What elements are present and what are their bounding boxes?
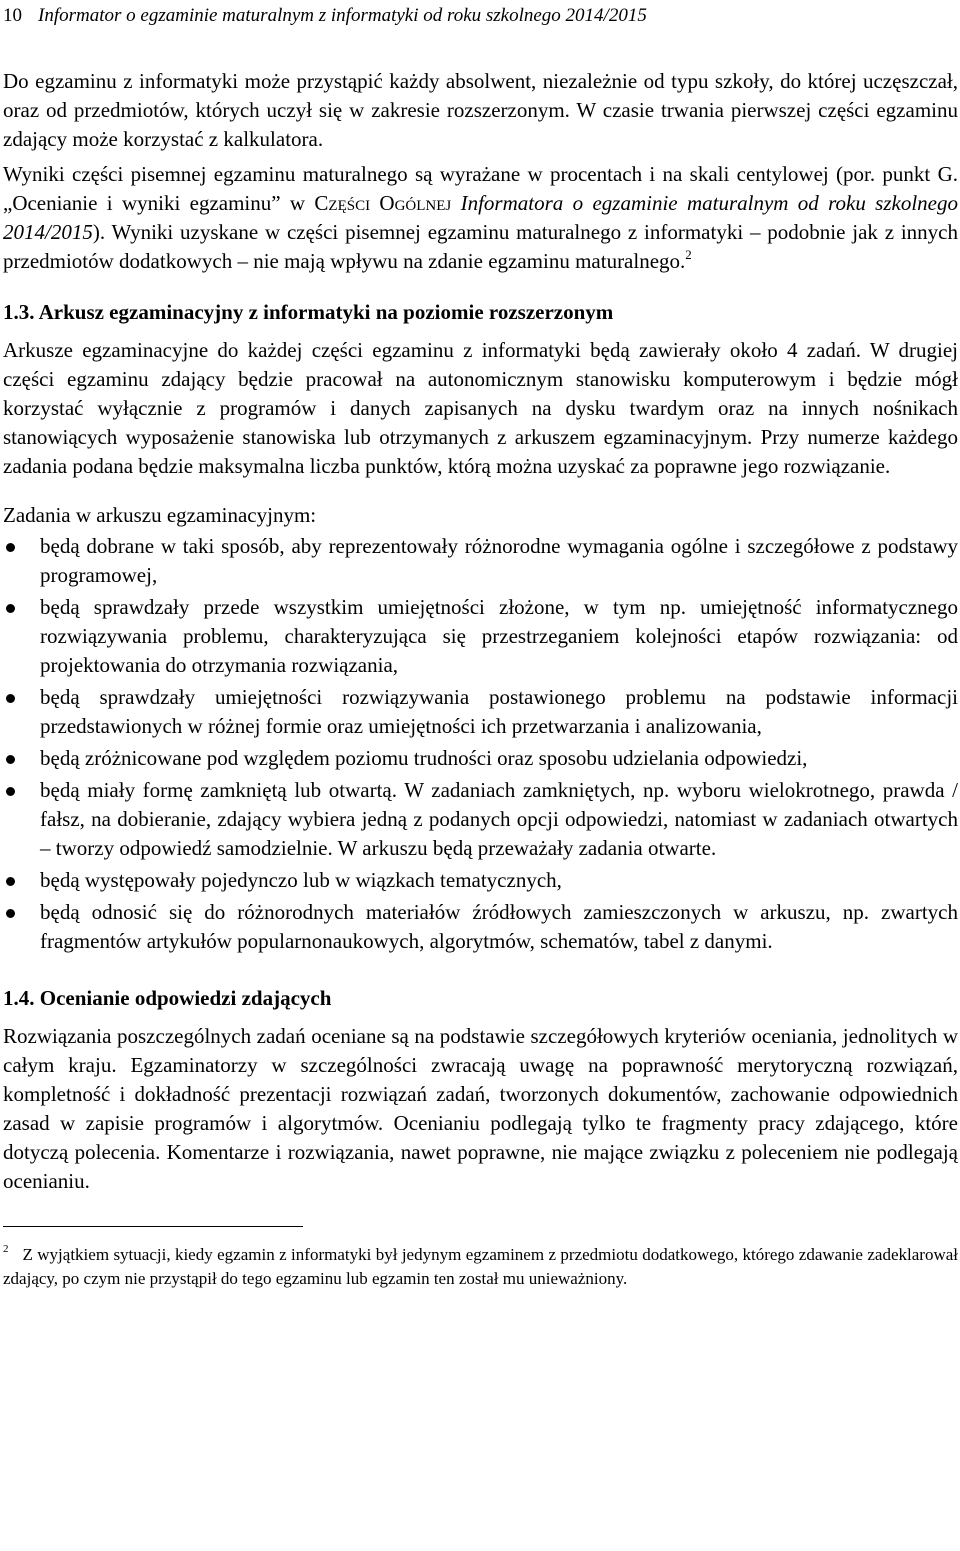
section-1-4-number: 1.4. — [3, 986, 35, 1010]
running-title: Informator o egzaminie maturalnym z informatyki od roku szkolnego 2014/2015 — [38, 5, 647, 26]
intro-p2-smallcaps: Części Ogólnej — [314, 191, 452, 215]
section-1-4-title: Ocenianie odpowiedzi zdających — [39, 986, 332, 1010]
bullet-icon — [6, 909, 15, 918]
footnote-reference[interactable]: 2 — [685, 247, 692, 262]
section-1-3-number: 1.3. — [3, 300, 35, 324]
page-number: 10 — [3, 5, 22, 26]
running-header — [3, 5, 958, 27]
bullet-icon — [6, 755, 15, 764]
section-1-3-heading — [3, 298, 958, 327]
list-item: będą miały formę zamkniętą lub otwartą. W zadaniach zamkniętych, np. wyboru wielokrotnego, prawda / fałsz, na dobieranie, zdający wybiera jedną z podanych opcji odpowiedzi, natomiast w zadaniach otwartych – tworzy odpowiedź samodzielnie. W arkuszu będą przeważały zadania otwarte. — [3, 776, 958, 863]
intro-p2-space — [451, 191, 460, 215]
tasks-list-intro: Zadania w arkuszu egzaminacyjnym: — [3, 503, 317, 527]
section-1-3-paragraph: Arkusze egzaminacyjne do każdej części egzaminu z informatyki będą zawierały około 4 zadań. W drugiej części egzaminu zdający będzie pracował na autonomicznym stanowisku komputerowym i będzie mógł korzystać wyłącznie z programów i danych zapisanych na dysku twardym oraz na innych nośnikach stanowiących wyposażenie stanowiska lub otrzymanych z arkuszem egzaminacyjnym. Przy numerze każdego zadania podana będzie maksymalna liczba punktów, którą można uzyskać za poprawne jego rozwiązanie. — [3, 338, 958, 478]
list-item: będą zróżnicowane pod względem poziomu trudności oraz sposobu udzielania odpowiedzi, — [3, 744, 958, 773]
bullet-icon — [6, 543, 15, 552]
list-item: będą dobrane w taki sposób, aby reprezentowały różnorodne wymagania ogólne i szczegółowe z podstawy programowej, — [3, 532, 958, 590]
intro-p2-text-b: ). Wyniki uzyskane w części pisemnej egzaminu maturalnego z informatyki – podobnie jak z innych przedmiotów dodatkowych – nie mają wpływu na zdanie egzaminu maturalnego. — [3, 220, 958, 273]
intro-p2-text-a: Wyniki części pisemnej egzaminu maturalnego są wyrażane w procentach i na skali centylowej (por. punkt G. „Ocenianie i wyniki egzaminu” w — [3, 162, 958, 215]
section-1-3-title: Arkusz egzaminacyjny z informatyki na poziomie rozszerzonym — [38, 300, 614, 324]
bullet-icon — [6, 604, 15, 613]
document-page — [3, 0, 958, 1291]
bullet-icon — [6, 787, 15, 796]
bullet-icon — [6, 694, 15, 703]
intro-paragraph-2 — [3, 160, 958, 276]
footnote-marker: 2 — [3, 1243, 9, 1255]
tasks-list — [3, 532, 958, 956]
footnote-text: Z wyjątkiem sytuacji, kiedy egzamin z informatyki był jedynym egzaminem z przedmiotu dodatkowego, którego zdawanie zadeklarował zdający, po czym nie przystąpił do tego egzaminu lub egzamin ten został mu unieważniony. — [3, 1245, 958, 1288]
intro-p2-italic: Informatora o egzaminie maturalnym od roku szkolnego 2014/2015 — [3, 191, 958, 244]
footnote — [3, 1243, 958, 1291]
section-1-4-paragraph: Rozwiązania poszczególnych zadań oceniane są na podstawie szczegółowych kryteriów oceniania, jednolitych w całym kraju. Egzaminatorzy w szczególności zwracają uwagę na poprawność merytoryczną rozwiązań, kompletność i dokładność prezentacji rozwiązań zadań, tworzonych dokumentów, zachowanie odpowiednich zasad w zapisie programów i algorytmów. Ocenianiu podlegają tylko te fragmenty pracy zdającego, które dotyczą polecenia. Komentarze i rozwiązania, nawet poprawne, nie mające związku z poleceniem nie podlegają ocenianiu. — [3, 1024, 958, 1193]
bullet-icon — [6, 877, 15, 886]
intro-paragraph-1: Do egzaminu z informatyki może przystąpić każdy absolwent, niezależnie od typu szkoły, do której uczęszczał, oraz od przedmiotów, których uczył się w zakresie rozszerzonym. W czasie trwania pierwszej części egzaminu zdający może korzystać z kalkulatora. — [3, 69, 958, 151]
list-item: będą sprawdzały przede wszystkim umiejętności złożone, w tym np. umiejętność informatycznego rozwiązywania problemu, charakteryzująca się przestrzeganiem kolejności etapów rozwiązania: od projektowania do otrzymania rozwiązania, — [3, 593, 958, 680]
list-item: będą odnosić się do różnorodnych materiałów źródłowych zamieszczonych w arkuszu, np. zwartych fragmentów artykułów popularnonaukowych, algorytmów, schematów, tabel z danymi. — [3, 898, 958, 956]
section-1-4-heading — [3, 984, 958, 1013]
footnote-divider — [3, 1226, 303, 1227]
list-item: będą sprawdzały umiejętności rozwiązywania postawionego problemu na podstawie informacji przedstawionych w różnej formie oraz umiejętności ich przetwarzania i analizowania, — [3, 683, 958, 741]
list-item: będą występowały pojedynczo lub w wiązkach tematycznych, — [3, 866, 958, 895]
